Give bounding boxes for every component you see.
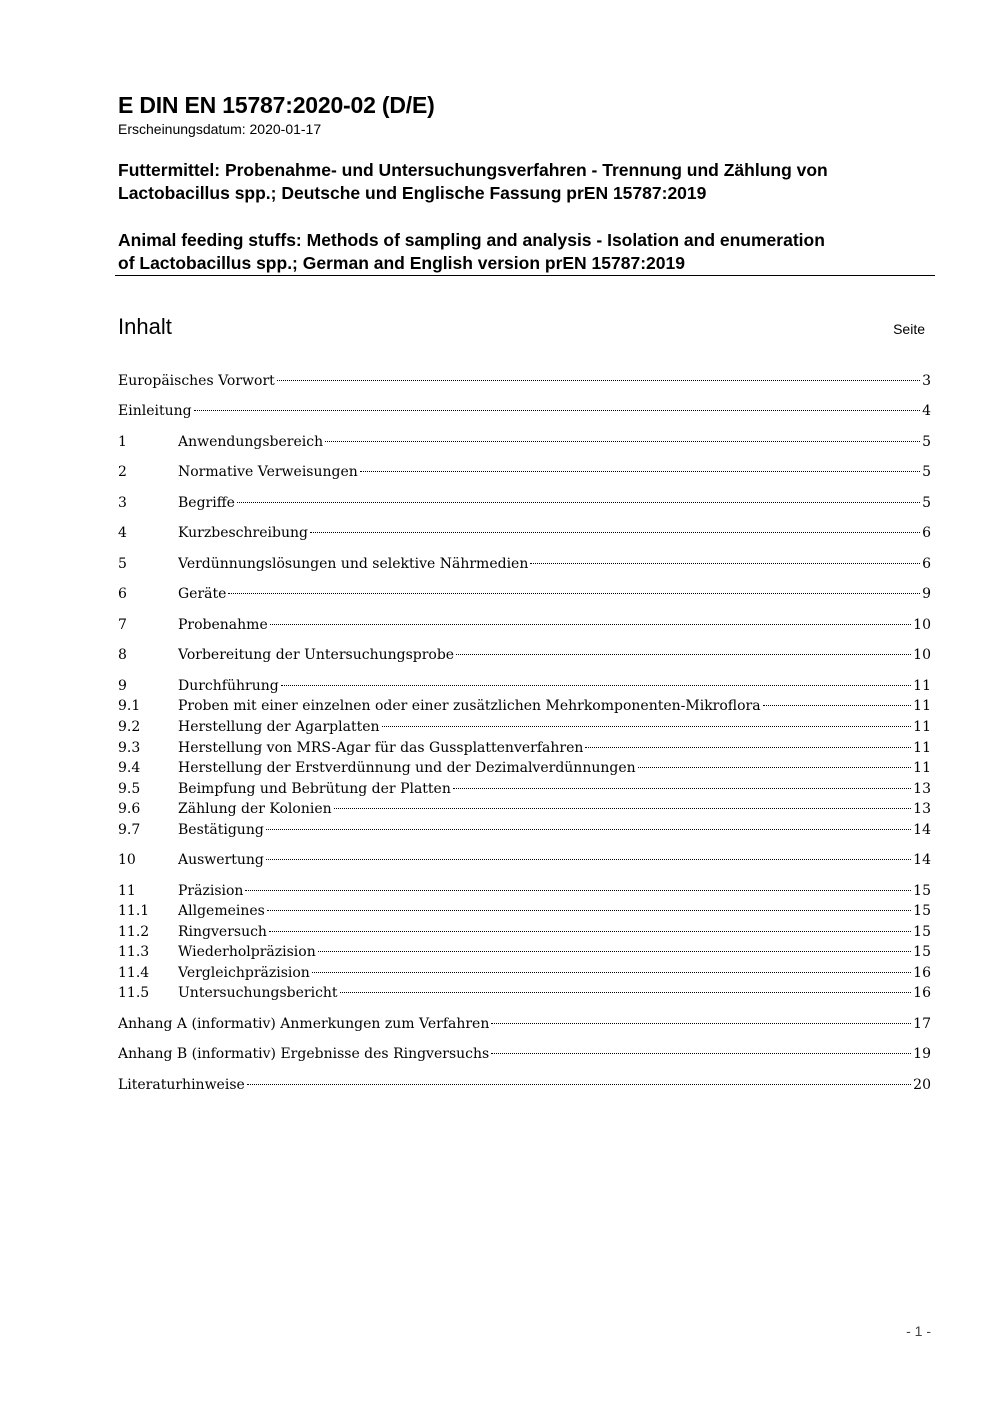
toc-entry-page: 16 xyxy=(913,965,931,981)
toc-entry-page: 11 xyxy=(913,698,931,714)
toc-entry-page: 3 xyxy=(922,373,931,389)
toc-dot-leader xyxy=(334,808,912,809)
toc-entry-number: 9 xyxy=(118,678,127,694)
toc-entry-page: 11 xyxy=(913,719,931,735)
toc-entry-number: 9.1 xyxy=(118,698,141,714)
toc-entry-number: 9.6 xyxy=(118,801,141,817)
toc-entry[interactable] xyxy=(118,463,931,482)
toc-entry-title: Bestätigung xyxy=(178,822,264,838)
toc-entry-title: Einleitung xyxy=(118,403,192,419)
toc-dot-leader xyxy=(382,726,912,727)
toc-entry-number: 10 xyxy=(118,852,136,868)
toc-entry-title: Untersuchungsbericht xyxy=(178,985,338,1001)
toc-dot-leader xyxy=(585,747,911,748)
toc-entry-number: 9.4 xyxy=(118,760,141,776)
title-divider xyxy=(115,275,935,276)
toc-dot-leader xyxy=(245,890,911,891)
toc-entry-page: 11 xyxy=(913,760,931,776)
toc-entry-title: Kurzbeschreibung xyxy=(178,525,308,541)
toc-entry-page: 14 xyxy=(913,852,931,868)
toc-entry[interactable] xyxy=(118,739,931,758)
toc-entry[interactable] xyxy=(118,1045,931,1064)
toc-entry-number: 9.5 xyxy=(118,781,141,797)
toc-entry[interactable] xyxy=(118,433,931,452)
toc-dot-leader xyxy=(266,829,911,830)
toc-dot-leader xyxy=(267,910,911,911)
toc-entry-number: 9.7 xyxy=(118,822,141,838)
toc-entry-page: 15 xyxy=(913,944,931,960)
toc-dot-leader xyxy=(310,532,920,533)
toc-entry-number: 9.2 xyxy=(118,719,141,735)
toc-dot-leader xyxy=(530,563,920,564)
toc-dot-leader xyxy=(266,859,911,860)
toc-entry[interactable] xyxy=(118,1015,931,1034)
toc-entry-page: 5 xyxy=(922,434,931,450)
toc-entry[interactable] xyxy=(118,555,931,574)
toc-entry[interactable] xyxy=(118,821,931,840)
toc-entry-title: Proben mit einer einzelnen oder einer zusätzlichen Mehrkomponenten-Mikroflora xyxy=(178,698,761,714)
toc-dot-leader xyxy=(247,1084,911,1085)
toc-entry-number: 5 xyxy=(118,556,127,572)
toc-entry[interactable] xyxy=(118,646,931,665)
title-english-line: of Lactobacillus spp.; German and English version prEN 15787:2019 xyxy=(118,253,685,273)
toc-entry-title: Herstellung der Agarplatten xyxy=(178,719,380,735)
toc-entry-number: 11.2 xyxy=(118,924,150,940)
toc-dot-leader xyxy=(638,767,912,768)
page-number: - 1 - xyxy=(906,1323,931,1339)
toc-entry-number: 7 xyxy=(118,617,127,633)
toc-entry[interactable] xyxy=(118,800,931,819)
toc-entry[interactable] xyxy=(118,402,931,421)
toc-entry[interactable] xyxy=(118,902,931,921)
toc-page-label: Seite xyxy=(893,321,925,337)
toc-entry-title: Anhang A (informativ) Anmerkungen zum Verfahren xyxy=(118,1016,490,1032)
toc-dot-leader xyxy=(277,380,920,381)
toc-dot-leader xyxy=(281,685,911,686)
toc-heading: Inhalt xyxy=(118,314,172,339)
title-english xyxy=(118,229,938,275)
toc-entry-page: 17 xyxy=(913,1016,931,1032)
toc-entry-number: 11.4 xyxy=(118,965,150,981)
toc-entry-number: 8 xyxy=(118,647,127,663)
toc-entry-page: 10 xyxy=(913,647,931,663)
toc-entry-page: 13 xyxy=(913,781,931,797)
toc-entry[interactable] xyxy=(118,780,931,799)
toc-entry-title: Normative Verweisungen xyxy=(178,464,358,480)
toc-entry-title: Präzision xyxy=(178,883,244,899)
toc-entry-title: Zählung der Kolonien xyxy=(178,801,332,817)
toc-entry-title: Vorbereitung der Untersuchungsprobe xyxy=(178,647,455,663)
title-german xyxy=(118,159,938,205)
toc-entry-page: 20 xyxy=(913,1077,931,1093)
toc-entry-title: Auswertung xyxy=(178,852,264,868)
toc-dot-leader xyxy=(270,624,911,625)
toc-entry-page: 5 xyxy=(922,464,931,480)
toc-dot-leader xyxy=(763,705,912,706)
toc-entry-title: Anwendungsbereich xyxy=(178,434,324,450)
toc-dot-leader xyxy=(325,441,920,442)
title-german-line: Futtermittel: Probenahme- und Untersuchungsverfahren - Trennung und Zählung von xyxy=(118,160,828,180)
toc-entry[interactable] xyxy=(118,1076,931,1095)
toc-entry-title: Geräte xyxy=(178,586,227,602)
toc-entry-page: 6 xyxy=(922,525,931,541)
toc-entry-number: 3 xyxy=(118,495,127,511)
toc-entry-title: Anhang B (informativ) Ergebnisse des Ringversuchs xyxy=(118,1046,490,1062)
toc-dot-leader xyxy=(456,654,911,655)
title-english-line: Animal feeding stuffs: Methods of sampling and analysis - Isolation and enumeration xyxy=(118,230,825,250)
toc-dot-leader xyxy=(491,1053,911,1054)
toc-entry-title: Durchführung xyxy=(178,678,279,694)
toc-entry[interactable] xyxy=(118,851,931,870)
toc-entry[interactable] xyxy=(118,677,931,696)
toc-dot-leader xyxy=(269,931,911,932)
toc-entry[interactable] xyxy=(118,524,931,543)
toc-entry-page: 10 xyxy=(913,617,931,633)
toc-dot-leader xyxy=(237,502,920,503)
toc-entry-number: 11.1 xyxy=(118,903,150,919)
toc-dot-leader xyxy=(194,410,921,411)
toc-entry-page: 19 xyxy=(913,1046,931,1062)
toc-entry-number: 6 xyxy=(118,586,127,602)
title-german-line: Lactobacillus spp.; Deutsche und Englische Fassung prEN 15787:2019 xyxy=(118,183,707,203)
toc-dot-leader xyxy=(318,951,911,952)
toc-entry-title: Herstellung der Erstverdünnung und der Dezimalverdünnungen xyxy=(178,760,636,776)
toc-entry-title: Wiederholpräzision xyxy=(178,944,316,960)
toc-entry-number: 11.5 xyxy=(118,985,150,1001)
toc-dot-leader xyxy=(312,972,911,973)
toc-entry[interactable] xyxy=(118,984,931,1003)
toc-entry-title: Europäisches Vorwort xyxy=(118,373,275,389)
toc-entry-title: Verdünnungslösungen und selektive Nährmedien xyxy=(178,556,529,572)
toc-entry[interactable] xyxy=(118,697,931,716)
toc-entry-title: Beimpfung und Bebrütung der Platten xyxy=(178,781,451,797)
toc-entry-number: 4 xyxy=(118,525,127,541)
toc-entry-number: 11 xyxy=(118,883,136,899)
toc-entry-title: Begriffe xyxy=(178,495,235,511)
toc-entry-page: 11 xyxy=(913,678,931,694)
toc-entry-page: 6 xyxy=(922,556,931,572)
toc-entry-title: Probenahme xyxy=(178,617,268,633)
toc-entry-title: Vergleichpräzision xyxy=(178,965,310,981)
toc-dot-leader xyxy=(491,1023,911,1024)
toc-entry-number: 9.3 xyxy=(118,740,141,756)
toc-entry-page: 5 xyxy=(922,495,931,511)
toc-entry[interactable] xyxy=(118,964,931,983)
toc-entry[interactable] xyxy=(118,923,931,942)
toc-entry-number: 11.3 xyxy=(118,944,150,960)
toc-entry-title: Ringversuch xyxy=(178,924,267,940)
document-id: E DIN EN 15787:2020-02 (D/E) xyxy=(118,92,435,118)
toc-entry[interactable] xyxy=(118,718,931,737)
toc-entry[interactable] xyxy=(118,759,931,778)
publication-date: Erscheinungsdatum: 2020-01-17 xyxy=(118,121,322,137)
toc-entry-page: 15 xyxy=(913,903,931,919)
toc-dot-leader xyxy=(360,471,920,472)
toc-entry-number: 2 xyxy=(118,464,127,480)
toc-entry-page: 15 xyxy=(913,924,931,940)
toc-entry-number: 1 xyxy=(118,434,127,450)
toc-dot-leader xyxy=(228,593,920,594)
toc-dot-leader xyxy=(453,788,911,789)
toc-entry[interactable] xyxy=(118,882,931,901)
toc-entry-page: 13 xyxy=(913,801,931,817)
toc-entry-page: 16 xyxy=(913,985,931,1001)
toc-entry-page: 15 xyxy=(913,883,931,899)
toc-entry-title: Allgemeines xyxy=(178,903,265,919)
toc-entry[interactable] xyxy=(118,585,931,604)
toc-entry-page: 4 xyxy=(922,403,931,419)
toc-dot-leader xyxy=(340,992,912,993)
toc-entry-title: Herstellung von MRS-Agar für das Gussplattenverfahren xyxy=(178,740,584,756)
toc-entry-title: Literaturhinweise xyxy=(118,1077,245,1093)
toc-entry[interactable] xyxy=(118,372,931,391)
toc-entry-page: 11 xyxy=(913,740,931,756)
toc-entry[interactable] xyxy=(118,943,931,962)
toc-entry-page: 9 xyxy=(922,586,931,602)
toc-entry[interactable] xyxy=(118,616,931,635)
toc-entry-page: 14 xyxy=(913,822,931,838)
toc-entry[interactable] xyxy=(118,494,931,513)
